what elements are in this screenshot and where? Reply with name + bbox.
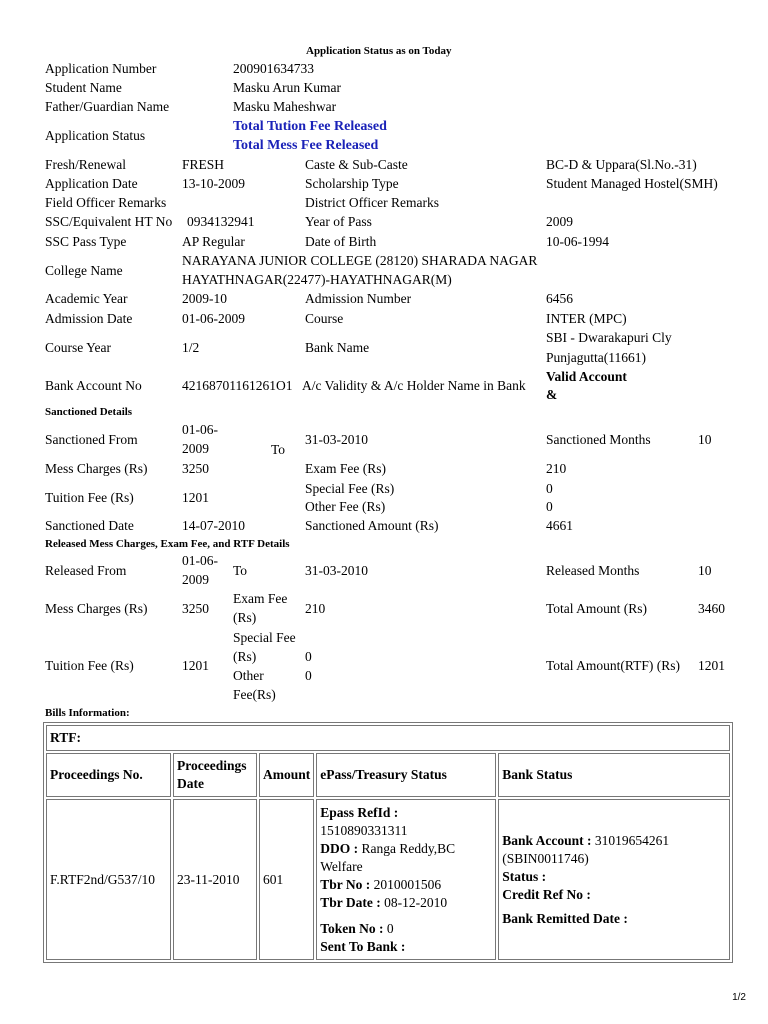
student-name-value: Masku Arun Kumar [233,80,341,95]
released-total-value: 3460 [698,601,725,616]
ssc-ht-value: 0934132941 [187,214,255,229]
cell-amount: 601 [259,799,314,960]
sanctioned-special-value: 0 [546,481,553,496]
sanctioned-mess-value: 3250 [182,461,209,476]
bills-section-row [46,725,730,751]
application-status-label: Application Status [45,128,146,143]
released-special-label-line1: Special Fee [233,630,296,645]
course-year-label: Course Year [45,340,111,355]
admission-number-value: 6456 [546,291,573,306]
bills-header-row [46,753,730,797]
academic-year-value: 2009-10 [182,291,227,306]
ddo-label: DDO : [320,841,359,856]
sanctioned-from-line1: 01-06- [182,422,218,437]
account-validity-line1: Valid Account [546,369,627,384]
released-mess-value: 3250 [182,601,209,616]
bills-heading: Bills Information: [45,707,130,719]
released-heading: Released Mess Charges, Exam Fee, and RTF Details [45,538,290,550]
bank-name-label: Bank Name [305,340,370,355]
date-of-birth-label: Date of Birth [305,234,377,249]
course-label: Course [305,311,344,326]
released-exam-value: 210 [305,601,326,616]
application-date-value: 13-10-2009 [182,176,245,191]
status-tuition-released: Total Tution Fee Released [233,119,387,134]
year-of-pass-value: 2009 [546,214,573,229]
father-name-value: Masku Maheshwar [233,99,337,114]
bank-account-status-label: Bank Account : [502,832,592,848]
course-year-value: 1/2 [182,340,200,355]
sanctioned-tuition-value: 1201 [182,490,209,505]
credit-ref-label: Credit Ref No : [502,886,591,902]
account-validity-line2: & [546,387,558,402]
epass-ref-label: Epass RefId : [320,805,399,820]
released-tuition-label: Tuition Fee (Rs) [45,658,134,673]
table-row [46,799,730,960]
father-name-label: Father/Guardian Name [45,99,170,114]
col-proceedings-date: Proceedings Date [173,753,257,797]
released-mess-label: Mess Charges (Rs) [45,601,148,616]
cell-bank-status [498,799,730,960]
sanctioned-heading: Sanctioned Details [45,406,133,418]
application-number-value: 200901634733 [233,61,314,76]
rtf-section-label: RTF: [46,725,730,751]
year-of-pass-label: Year of Pass [305,214,372,229]
bank-name-line1: SBI - Dwarakapuri Cly [546,330,672,345]
released-months-value: 10 [698,563,712,578]
sanctioned-months-value: 10 [698,432,712,447]
tbr-no-value: 2010001506 [373,877,442,892]
released-other-label-line2: Fee(Rs) [233,687,276,702]
page-number: 1/2 [732,992,746,1003]
sanctioned-from-line2: 2009 [182,441,209,456]
released-exam-label-line2: (Rs) [233,610,257,625]
application-date-label: Application Date [45,176,138,191]
sanctioned-tuition-label: Tuition Fee (Rs) [45,490,134,505]
course-value: INTER (MPC) [546,311,627,326]
released-special-label-line2: (Rs) [233,649,257,664]
ddo-value: Ranga Reddy,BC Welfare [320,841,456,874]
sanctioned-date-label: Sanctioned Date [45,518,134,533]
sanctioned-exam-value: 210 [546,461,567,476]
ssc-ht-label: SSC/Equivalent HT No [45,214,173,229]
sanctioned-to-label: To [271,442,286,457]
date-of-birth-value: 10-06-1994 [546,234,609,249]
bank-account-label: Bank Account No [45,378,142,393]
bank-name-line2: Punjagutta(11661) [546,350,646,365]
col-amount: Amount [259,753,314,797]
sanctioned-months-label: Sanctioned Months [546,432,651,447]
released-other-value: 0 [305,668,312,683]
sanctioned-other-value: 0 [546,499,553,514]
sanctioned-exam-label: Exam Fee (Rs) [305,461,386,476]
fresh-renewal-label: Fresh/Renewal [45,157,126,172]
cell-proceedings-date: 23-11-2010 [173,799,257,960]
sanctioned-from-label: Sanctioned From [45,432,138,447]
scholarship-type-label: Scholarship Type [305,176,399,191]
released-to-label: To [233,563,248,578]
bank-status-label: Status : [502,868,547,884]
released-total-label: Total Amount (Rs) [546,601,648,616]
ssc-pass-type-label: SSC Pass Type [45,234,127,249]
sanctioned-date-value: 14-07-2010 [182,518,245,533]
bank-account-status-value: 31019654261 (SBIN0011746) [502,832,670,866]
academic-year-label: Academic Year [45,291,128,306]
student-name-label: Student Name [45,80,122,95]
bank-account-value: 42168701161261O1 [182,378,293,393]
tbr-no-label: Tbr No : [320,877,371,892]
cell-proceedings-no: F.RTF2nd/G537/10 [46,799,171,960]
released-to-value: 31-03-2010 [305,563,368,578]
sent-to-bank-label: Sent To Bank : [320,939,406,954]
district-officer-remarks-label: District Officer Remarks [305,195,439,210]
admission-date-value: 01-06-2009 [182,311,245,326]
admission-date-label: Admission Date [45,311,133,326]
released-from-line2: 2009 [182,572,209,587]
token-no-value: 0 [386,921,394,936]
bills-table [43,722,733,963]
epass-ref-value: 1510890331311 [320,823,408,838]
tbr-date-value: 08-12-2010 [384,895,448,910]
released-months-label: Released Months [546,563,640,578]
released-other-label-line1: Other [233,668,264,683]
released-rtf-total-label: Total Amount(RTF) (Rs) [546,658,680,673]
col-epass-status: ePass/Treasury Status [316,753,496,797]
sanctioned-other-label: Other Fee (Rs) [305,499,386,514]
college-name-line2: HAYATHNAGAR(22477)-HAYATHNAGAR(M) [182,272,452,287]
cell-epass-status [316,799,496,960]
sanctioned-mess-label: Mess Charges (Rs) [45,461,148,476]
page-title: Application Status as on Today [306,45,452,57]
admission-number-label: Admission Number [305,291,412,306]
released-from-label: Released From [45,563,127,578]
sanctioned-amount-label: Sanctioned Amount (Rs) [305,518,439,533]
caste-label: Caste & Sub-Caste [305,157,408,172]
status-mess-released: Total Mess Fee Released [233,138,379,153]
ssc-pass-type-value: AP Regular [182,234,245,249]
sanctioned-amount-value: 4661 [546,518,573,533]
account-validity-label: A/c Validity & A/c Holder Name in Bank [302,378,526,393]
token-no-label: Token No : [320,921,384,936]
field-officer-remarks-label: Field Officer Remarks [45,195,167,210]
col-bank-status: Bank Status [498,753,730,797]
sanctioned-to-value: 31-03-2010 [305,432,368,447]
released-special-value: 0 [305,649,312,664]
sanctioned-special-label: Special Fee (Rs) [305,481,395,496]
college-name-line1: NARAYANA JUNIOR COLLEGE (28120) SHARADA NAGAR [182,253,538,268]
released-from-line1: 01-06- [182,553,218,568]
bank-remitted-date-label: Bank Remitted Date : [502,910,628,926]
scholarship-type-value: Student Managed Hostel(SMH) [546,176,718,191]
tbr-date-label: Tbr Date : [320,895,381,910]
fresh-renewal-value: FRESH [182,157,225,172]
released-rtf-total-value: 1201 [698,658,725,673]
college-name-label: College Name [45,263,123,278]
caste-value: BC-D & Uppara(Sl.No.-31) [546,157,697,172]
application-number-label: Application Number [45,61,157,76]
released-tuition-value: 1201 [182,658,209,673]
released-exam-label-line1: Exam Fee [233,591,288,606]
col-proceedings-no: Proceedings No. [46,753,171,797]
